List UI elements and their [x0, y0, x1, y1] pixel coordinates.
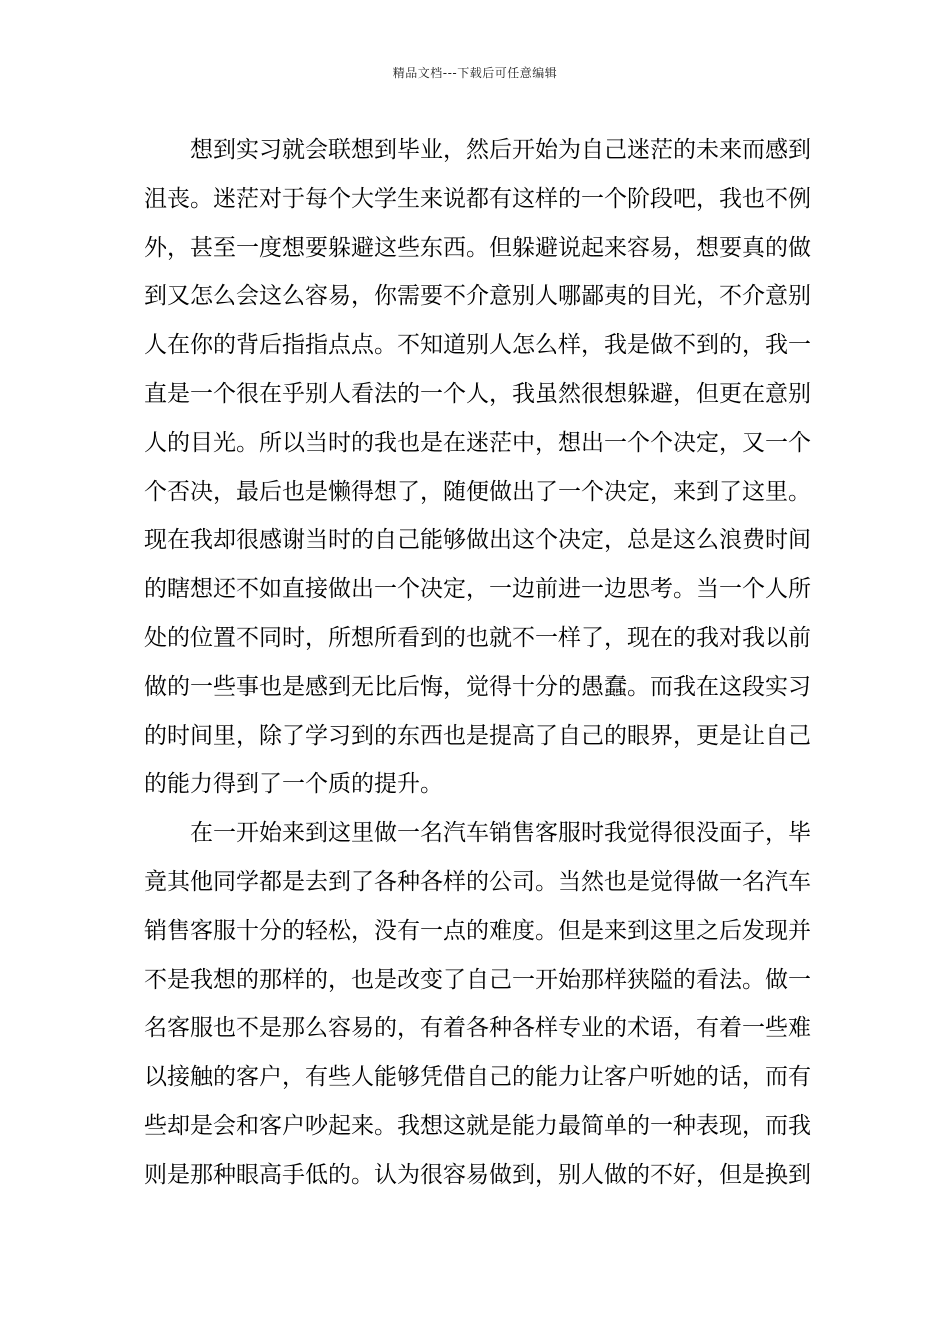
paragraph-1-line: 的瞎想还不如直接做出一个决定，一边前进一边思考。当一个人所 [144, 576, 811, 603]
paragraph-1-line: 的时间里，除了学习到的东西也是提高了自己的眼界，更是让自己 [144, 722, 811, 749]
paragraph-2-line: 销售客服十分的轻松，没有一点的难度。但是来到这里之后发现并 [144, 917, 811, 944]
paragraph-2-line: 些却是会和客户吵起来。我想这就是能力最简单的一种表现，而我 [144, 1112, 811, 1139]
paragraph-1-line: 想到实习就会联想到毕业，然后开始为自己迷茫的未来而感到 [190, 137, 811, 163]
paragraph-1-line: 的能力得到了一个质的提升。 [144, 771, 443, 798]
paragraph-1-line: 直是一个很在乎别人看法的一个人，我虽然很想躲避，但更在意别 [144, 380, 811, 407]
paragraph-1-line: 做的一些事也是感到无比后悔，觉得十分的愚蠢。而我在这段实习 [144, 673, 811, 700]
paragraph-1-line: 沮丧。迷茫对于每个大学生来说都有这样的一个阶段吧，我也不例 [144, 185, 811, 212]
paragraph-2-line: 竟其他同学都是去到了各种各样的公司。当然也是觉得做一名汽车 [144, 868, 811, 895]
paragraph-1-line: 人在你的背后指指点点。不知道别人怎么样，我是做不到的，我一 [144, 332, 811, 359]
paragraph-1-line: 处的位置不同时，所想所看到的也就不一样了，现在的我对我以前 [144, 624, 811, 651]
paragraph-1-line: 个否决，最后也是懒得想了，随便做出了一个决定，来到了这里。 [144, 478, 811, 505]
paragraph-2-line: 则是那种眼高手低的。认为很容易做到，别人做的不好，但是换到 [144, 1161, 811, 1188]
paragraph-2-line: 不是我想的那样的，也是改变了自己一开始那样狭隘的看法。做一 [144, 966, 811, 993]
document-body [144, 126, 811, 1200]
paragraph-2-line: 以接触的客户，有些人能够凭借自己的能力让客户听她的话，而有 [144, 1064, 811, 1091]
paragraph-2-line: 名客服也不是那么容易的，有着各种各样专业的术语，有着一些难 [144, 1015, 811, 1042]
paragraph-2-line: 在一开始来到这里做一名汽车销售客服时我觉得很没面子，毕 [190, 820, 811, 847]
page-header: 精品文档---下载后可任意编辑 [392, 66, 558, 80]
paragraph-1-line: 到又怎么会这么容易，你需要不介意别人哪鄙夷的目光，不介意别 [144, 283, 811, 310]
paragraph-1-line: 人的目光。所以当时的我也是在迷茫中，想出一个个决定，又一个 [144, 429, 811, 456]
paragraph-1-line: 现在我却很感谢当时的自己能够做出这个决定，总是这么浪费时间 [144, 527, 811, 554]
paragraph-1-line: 外，甚至一度想要躲避这些东西。但躲避说起来容易，想要真的做 [144, 234, 811, 261]
